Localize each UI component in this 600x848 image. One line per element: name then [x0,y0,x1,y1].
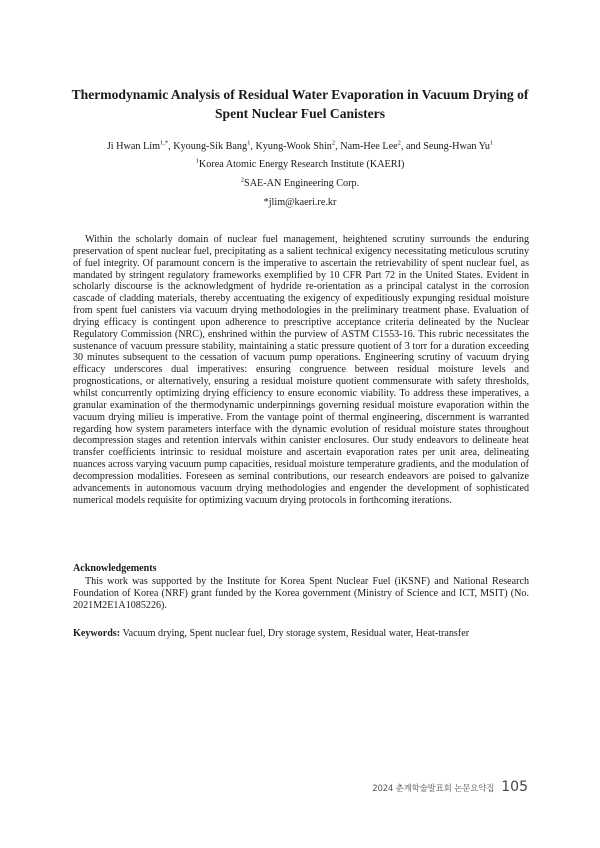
affiliation-mark: 2 [240,176,245,184]
page-number: 105 [501,779,528,795]
acknowledgements-heading: Acknowledgements [73,563,157,574]
author-list [40,140,560,154]
page-footer [372,779,528,795]
abstract-body: Within the scholarly domain of nuclear fuel management, heightened scrutiny surrounds the enduring preservation of spent nuclear fuel, precipitating as a salient technical exigency necessitating meticulous scrutiny of fuel integrity. Of paramount concern is the imperative to ascertain the retrievability of spent nuclear fuel, as mandated by stringent regulatory frameworks exemplified by 10 CFR Part 72 in the United States. Evident in scholarly discourse is the acknowledgment of hydride re-orientation as a principal catalyst in the corrosion cascade of cladding materials, thereby accentuating the exigency of expeditiously expunging residual moisture from spent fuel canisters via vacuum drying methodologies in the preliminary treatment phase. Evaluation of drying efficacy is contingent upon adherence to prescriptive acceptance criteria delineated by the Nuclear Regulatory Commission (NRC), enshrined within the purview of ASTM C1553-16. This rubric necessitates the sustenance of vacuum pressure stability, maintaining a static pressure quotient of 3 torr for a duration exceeding 30 minutes subsequent to the cessation of vacuum pump operations. Engineering scrutiny of vacuum drying efficacy underscores dual imperatives: ensuring congruence between residual moisture levels and prognostications, or alternatively, ensuring a residual moisture quotient commensurate with safety thresholds, whilst concurrently optimizing drying efficiency to ensure economic viability. To address these imperatives, a granular examination of the thermodynamic underpinnings governing residual moisture evaporation within the vacuum drying milieu is imperative. From the vantage point of thermal engineering, discernment is warranted regarding how system parameters interface with the dynamic evolution of residual moisture states throughout decompression stages and retention intervals within canister enclosures. Our study endeavors to delineate heat transfer coefficients intrinsic to residual moisture and ascertain evaporation rates per unit area, delineating nuances across varying vacuum pump capacities, residual moisture temperature gradients, and the modulation of decompression modalities. Foreseen as seminal contributions, our research endeavors are poised to galvanize advancements in autonomous vacuum drying methodologies and engender the development of sophisticated numerical models requisite for optimizing vacuum drying protocols in forthcoming iterations. [73,234,529,506]
keywords-label: Keywords: [73,628,121,639]
author: Nam-Hee Lee [340,141,398,152]
affiliation-text: SAE-AN Engineering Corp. [244,178,360,189]
author: Kyung-Wook Shin [255,141,332,152]
corresponding-email: *jlim@kaeri.re.kr [263,197,337,208]
author: Kyoung-Sik Bang [173,141,248,152]
affiliation [40,177,560,191]
author: Seung-Hwan Yu [423,141,490,152]
author-affiliation-mark: 1 [489,139,494,147]
author-affiliation-mark: 2 [331,139,336,147]
paper-title: Thermodynamic Analysis of Residual Water Evaporation in Vacuum Drying of Spent Nuclear Fuel Canisters [71,87,529,121]
keywords [73,628,529,640]
author-separator: , and [400,141,424,152]
affiliation-text: Korea Atomic Energy Research Institute (KAERI) [198,159,405,170]
affiliation-mark: 1 [195,157,199,165]
author-separator: , [250,141,256,152]
author-separator: , [168,141,174,152]
keywords-text: Vacuum drying, Spent nuclear fuel, Dry storage system, Residual water, Heat-transfer [122,628,470,639]
author: Ji Hwan Lim [106,141,161,152]
author-affiliation-mark: 2 [397,139,401,147]
acknowledgements-body: This work was supported by the Institute for Korea Spent Nuclear Fuel (iKSNF) and National Research Foundation of Korea (NRF) grant funded by the Korea government (Ministry of Science and ICT, MSIT) (No. 2021M2E1A1085226). [73,576,529,611]
author-affiliation-mark: 1,* [160,139,169,147]
affiliation [40,158,560,172]
author-affiliation-mark: 1 [247,139,251,147]
footer-conference: 2024 춘계학술발표회 논문요약집 [372,784,495,794]
author-separator: , [335,141,341,152]
